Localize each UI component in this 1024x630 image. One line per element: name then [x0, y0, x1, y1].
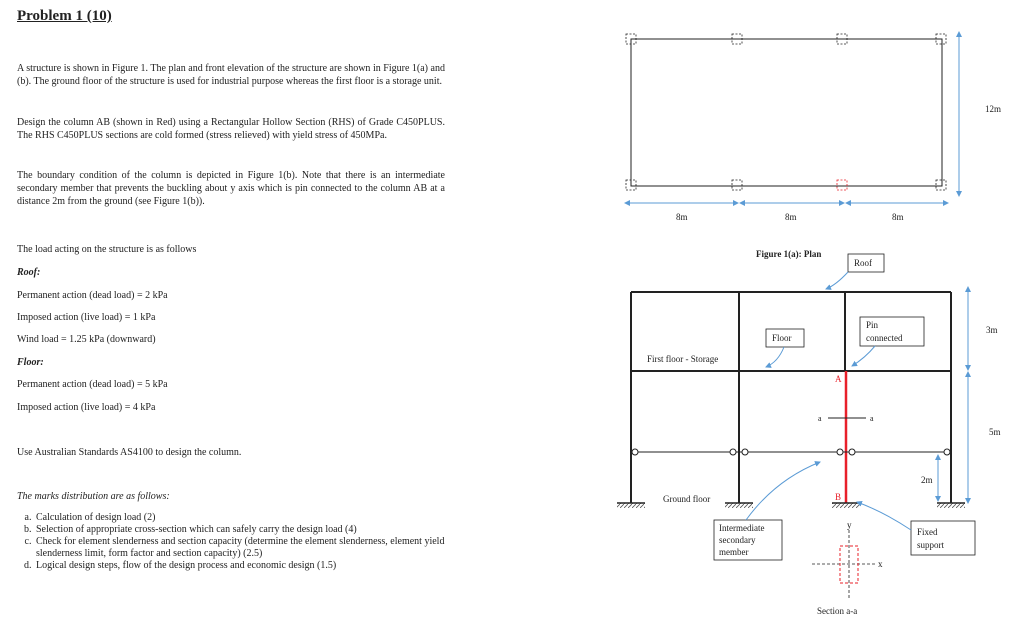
section-mark-left: a [818, 414, 822, 423]
plan-dim-2: 8m [785, 212, 797, 222]
section-mark-right: a [870, 414, 874, 423]
marks-item: d. Logical design steps, flow of the design process and economic design (1.5) [34, 560, 474, 572]
problem-title: Problem 1 (10) [17, 8, 112, 24]
plan-dimension-lines [625, 32, 959, 203]
pin-label-1: Pin [866, 320, 879, 330]
height-dim-2m: 2m [921, 475, 933, 485]
first-floor-label: First floor - Storage [647, 354, 719, 364]
marks-item: c. Check for element slenderness and section capacity (determine the element slenderness, element yield slenderness limit, form factor and section capacity) (2.5) [34, 536, 474, 560]
elevation-dimension-lines [938, 287, 968, 503]
ground-floor-label: Ground floor [663, 494, 711, 504]
plan-column [936, 180, 946, 190]
floor-load-live: Imposed action (live load) = 4 kPa [17, 402, 156, 413]
height-dim-3m: 3m [986, 325, 998, 335]
floor-label: Floor [772, 333, 792, 343]
roof-label: Roof [854, 258, 872, 268]
design-paragraph: Design the column AB (shown in Red) using a Rectangular Hollow Section (RHS) of Grade C450PLUS. The RHS C450PLUS sections are cold formed (stress relieved) with yield stress of 450MPa. [17, 117, 445, 141]
roof-load-wind: Wind load = 1.25 kPa (downward) [17, 334, 156, 345]
marks-heading: The marks distribution are as follows: [17, 491, 170, 502]
axis-y-label: y [847, 520, 852, 530]
roof-load-live: Imposed action (live load) = 1 kPa [17, 312, 156, 323]
floor-heading: Floor: [17, 357, 44, 368]
secondary-members [631, 449, 951, 455]
axis-x-label: x [878, 559, 883, 569]
plan-column-ab [837, 180, 847, 190]
loads-intro: The load acting on the structure is as follows [17, 244, 197, 255]
plan-dim-3: 8m [892, 212, 904, 222]
intermediate-label-2: secondary [719, 535, 756, 545]
standard-note: Use Australian Standards AS4100 to design the column. [17, 447, 242, 458]
height-dim-5m: 5m [989, 427, 1001, 437]
roof-heading: Roof: [17, 267, 41, 278]
intermediate-label-1: Intermediate [719, 523, 765, 533]
fixed-label-1: Fixed [917, 527, 938, 537]
node-a-label: A [835, 374, 842, 384]
node-b-label: B [835, 492, 842, 502]
elevation-drawing [617, 254, 1001, 616]
boundary-paragraph: The boundary condition of the column is depicted in Figure 1(b). Note that there is an intermediate secondary member that prevents the buckling about y axis which is pin connected to the column AB at a distance 2m from the ground (see Figure 1(b)). [17, 170, 445, 207]
plan-drawing [625, 32, 1001, 259]
pin-label-2: connected [866, 333, 903, 343]
intermediate-label-3: member [719, 547, 749, 557]
plan-dim-depth: 12m [985, 104, 1002, 114]
fixed-label-2: support [917, 540, 944, 550]
intro-paragraph: A structure is shown in Figure 1. The plan and front elevation of the structure are shown in Figure 1(a) and (b). The ground floor of the structure is used for industrial purpose whereas the first floor is a storage unit. [17, 63, 445, 87]
floor-load-dead: Permanent action (dead load) = 5 kPa [17, 379, 168, 390]
marks-item: a. Calculation of design load (2) [34, 512, 474, 524]
section-a-a-detail [812, 520, 883, 616]
marks-item: b. Selection of appropriate cross-section which can safely carry the design load (4) [34, 524, 474, 536]
section-caption: Section a-a [817, 606, 858, 616]
plan-column [732, 180, 742, 190]
plan-dim-1: 8m [676, 212, 688, 222]
callout-arrows [746, 272, 911, 530]
plan-caption: Figure 1(a): Plan [756, 249, 822, 259]
roof-load-dead: Permanent action (dead load) = 2 kPa [17, 290, 168, 301]
